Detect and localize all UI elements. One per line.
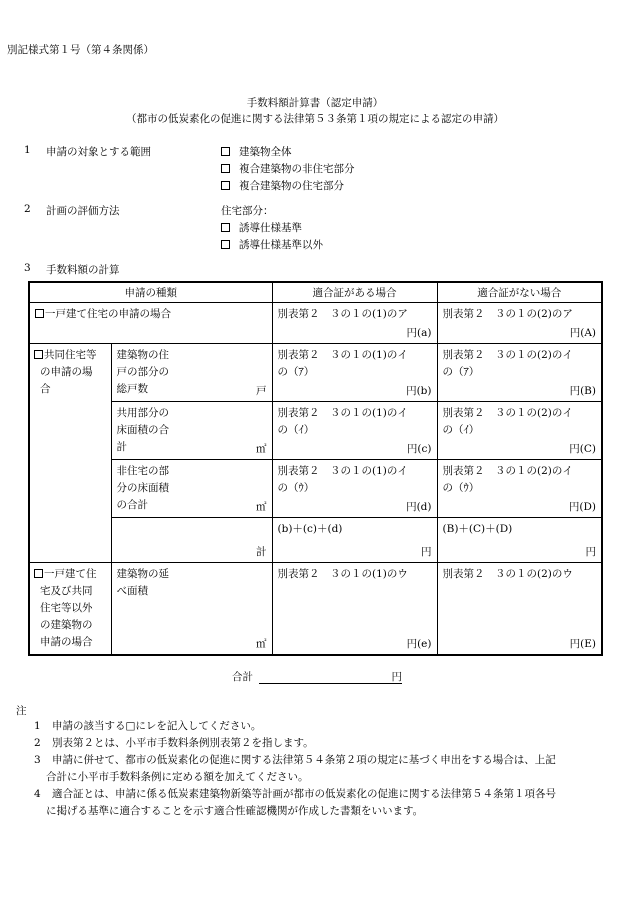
section2-option-2[interactable]: 誘導仕様基準以外 <box>221 237 323 252</box>
checkbox[interactable] <box>221 223 230 232</box>
row-single-with-cert: 別表第２ ３の１の(1)のア <box>277 307 408 320</box>
checkbox[interactable] <box>221 240 230 249</box>
section1-option-3[interactable]: 複合建築物の住宅部分 <box>221 178 344 193</box>
row-other-with-cell[interactable]: 別表第２ ３の１の(1)のウ 円(e) <box>272 562 437 655</box>
note-3: 3 申請に併せて、都市の低炭素化の促進に関する法律第５４条第２項の規定に基づく申出をする場合は、上記 <box>34 754 556 766</box>
header-without-cert: 適合証がない場合 <box>437 282 602 302</box>
shared-total-without-formula: (B)＋(C)＋(D) <box>442 522 513 535</box>
shared-nonres-with-cell[interactable]: 別表第２ ３の１の(1)のイ の（ｳ） 円(d) <box>272 459 437 517</box>
note-4: 4 適合証とは、申請に係る低炭素建築物新築等計画が都市の低炭素化の促進に関する法律第５４条第１項各号 <box>34 788 556 800</box>
row-single-with-unit: 円(a) <box>406 326 432 339</box>
row-other-label[interactable]: 一戸建て住 宅及び共同 住宅等以外 の建築物の 申請の場合 <box>30 563 111 654</box>
row-other-without-cell[interactable]: 別表第２ ３の１の(2)のウ 円(E) <box>437 562 602 655</box>
group-shared-label[interactable]: 共同住宅等 の申請の場 合 <box>30 344 111 401</box>
checkbox[interactable] <box>34 569 43 578</box>
section1-option-2[interactable]: 複合建築物の非住宅部分 <box>221 161 355 176</box>
shared-total-without-cell[interactable]: (B)＋(C)＋(D) 円 <box>437 517 602 562</box>
shared-total-with-cell[interactable]: (b)＋(c)＋(d) 円 <box>272 517 437 562</box>
total-unit: 円 <box>391 671 402 683</box>
shared-nonres-without-cell[interactable]: 別表第２ ３の１の(2)のイ の（ｳ） 円(D) <box>437 459 602 517</box>
total-field[interactable] <box>259 669 402 684</box>
section3-number: 3 <box>24 262 31 274</box>
row-single-with-cert-cell[interactable] <box>272 302 437 343</box>
checkbox[interactable] <box>34 350 43 359</box>
shared-total-label-cell <box>111 517 272 562</box>
row-single-label-cell <box>29 302 272 343</box>
shared-common-with-cell[interactable]: 別表第２ ３の１の(1)のイ の（ｲ） 円(c) <box>272 401 437 459</box>
shared-units-without-cell[interactable]: 別表第２ ３の１の(2)のイ の（ｱ） 円(B) <box>437 343 602 401</box>
note-2: 2 別表第２とは、小平市手数料条例別表第２を指します。 <box>34 737 314 749</box>
row-other-item-cell[interactable]: 建築物の延 べ面積 ㎡ <box>111 562 272 655</box>
unit-label: ㎡ <box>256 442 267 455</box>
note-4-cont: に掲げる基準に適合することを示す適合性確認機関が作成した書類をいいます。 <box>46 805 424 817</box>
checkbox[interactable] <box>221 164 230 173</box>
notes-heading: 注 <box>16 705 27 717</box>
unit-label: 戸 <box>256 384 267 397</box>
shared-item-common-area-cell[interactable]: 共用部分の 床面積の合 計 ㎡ <box>111 401 272 459</box>
header-with-cert: 適合証がある場合 <box>272 282 437 302</box>
total-label: 合計 <box>232 671 253 683</box>
unit-label: ㎡ <box>256 637 267 650</box>
shared-total-with-formula: (b)＋(c)＋(d) <box>277 522 343 535</box>
row-other-label-cell <box>29 562 111 655</box>
shared-common-without-cell[interactable]: 別表第２ ３の１の(2)のイ の（ｲ） 円(C) <box>437 401 602 459</box>
section3-label: 手数料額の計算 <box>46 264 120 276</box>
section2-label: 計画の評価方法 <box>46 205 120 217</box>
row-single-without-cert-cell[interactable] <box>437 302 602 343</box>
note-1: 1 申請の該当する□にレを記入してください。 <box>34 720 262 732</box>
section2-number: 2 <box>24 203 31 215</box>
unit-label: ㎡ <box>256 500 267 513</box>
section1-label: 申請の対象とする範囲 <box>46 146 151 158</box>
note-3-cont: 合計に小平市手数料条例に定める額を加えてください。 <box>46 771 309 783</box>
shared-total-label: 計 <box>256 545 267 558</box>
section1-option-1[interactable]: 建築物全体 <box>221 144 292 159</box>
page-title: 手数料額計算書（認定申請） <box>246 97 384 109</box>
checkbox[interactable] <box>35 309 44 318</box>
section2-sub-label: 住宅部分： <box>221 205 274 217</box>
row-single-without-unit: 円(A) <box>569 326 596 339</box>
header-application-type: 申請の種類 <box>29 282 272 302</box>
row-single-label[interactable]: 一戸建て住宅の申請の場合 <box>30 303 272 326</box>
shared-item-nonresidential-cell[interactable]: 非住宅の部 分の床面積 の合計 ㎡ <box>111 459 272 517</box>
fee-table <box>28 281 603 656</box>
shared-item-units-cell[interactable]: 建築物の住 戸の部分の 総戸数 戸 <box>111 343 272 401</box>
page-subtitle: （都市の低炭素化の促進に関する法律第５３条第１項の規定による認定の申請） <box>126 113 504 125</box>
section2-option-1[interactable]: 誘導仕様基準 <box>221 220 302 235</box>
shared-units-with-cell[interactable]: 別表第２ ３の１の(1)のイ の（ｱ） 円(b) <box>272 343 437 401</box>
section1-number: 1 <box>24 144 31 156</box>
checkbox[interactable] <box>221 181 230 190</box>
group-shared-label-cell <box>29 343 111 562</box>
row-single-without-cert: 別表第２ ３の１の(2)のア <box>442 307 573 320</box>
form-label: 別記様式第１号（第４条関係） <box>7 44 154 56</box>
checkbox[interactable] <box>221 147 230 156</box>
